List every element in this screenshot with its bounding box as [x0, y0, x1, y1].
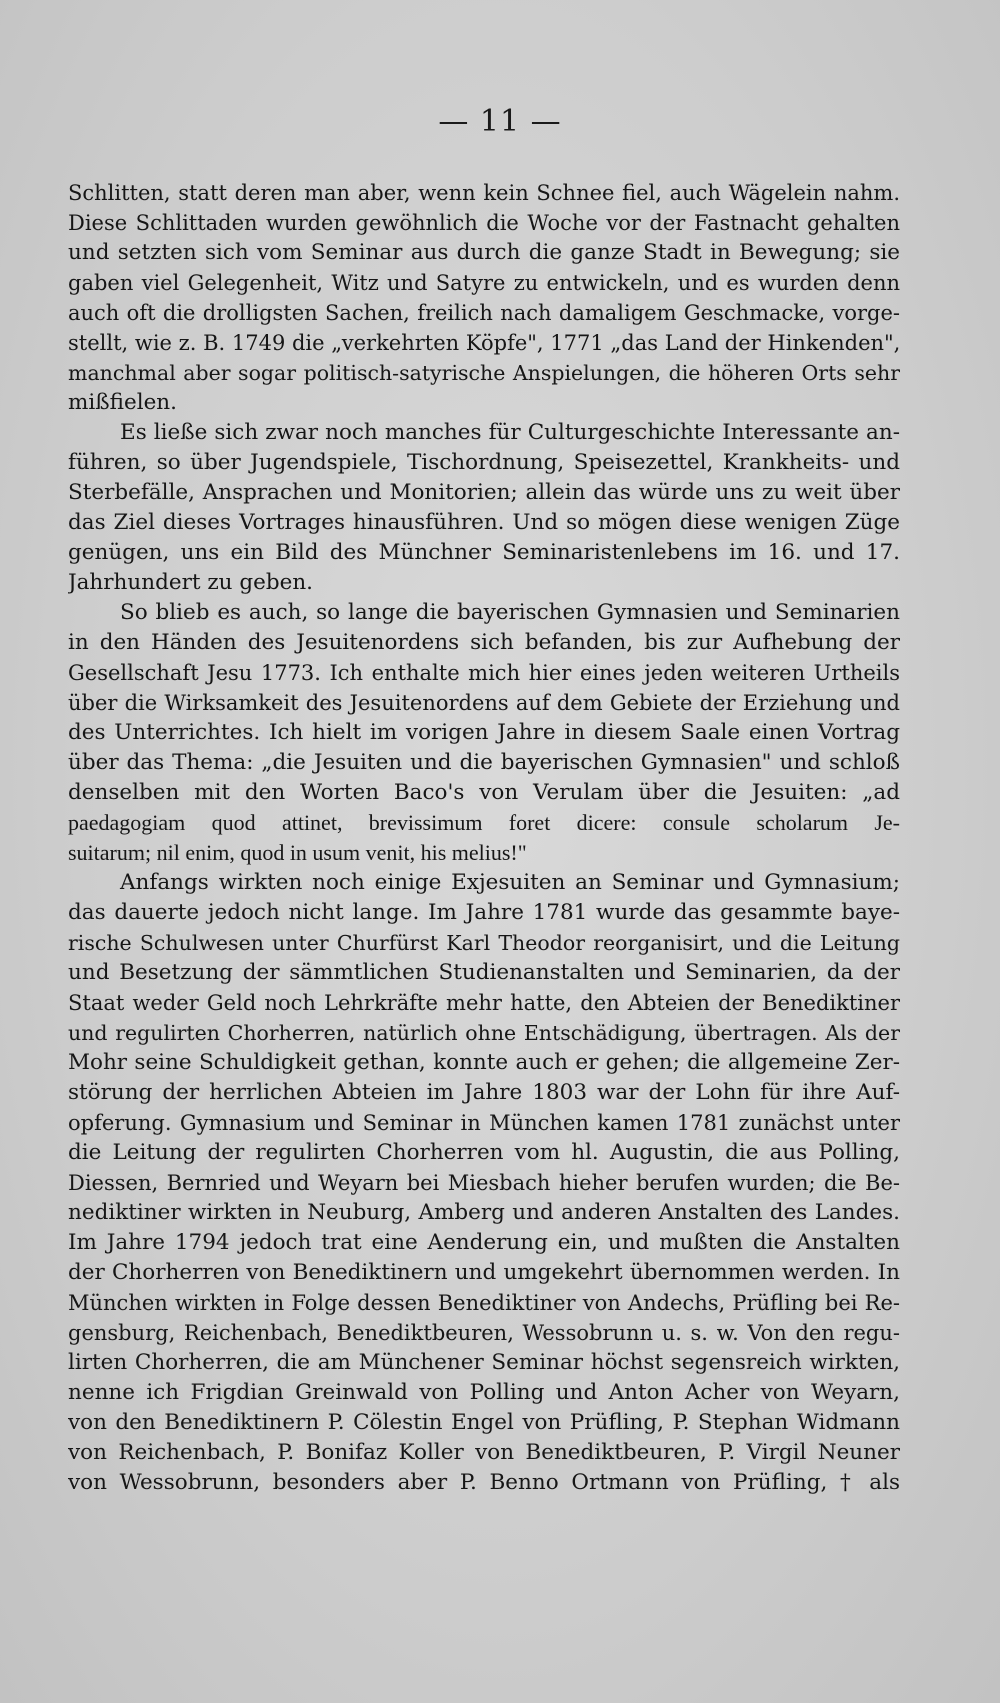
- text-line: Mohr seine Schuldigkeit gethan, konnte auch er gehen; die allgemeine Zer-: [68, 1050, 900, 1075]
- text-line: von den Benediktinern P. Cölestin Engel von Prüfling, P. Stephan Widmann: [68, 1410, 900, 1435]
- text-line: paedagogiam quod attinet, brevissimum foret dicere: consule scholarum Je-: [68, 810, 900, 835]
- text-line: Gesellschaft Jesu 1773. Ich enthalte mich hier eines jeden weiteren Urtheils: [68, 661, 900, 685]
- text-line: Im Jahre 1794 jedoch trat eine Aenderung ein, und mußten die Anstalten: [68, 1230, 900, 1255]
- text-line: über die Wirksamkeit des Jesuitenordens auf dem Gebiete der Erziehung und: [68, 691, 900, 715]
- text-line: der Chorherren von Benediktinern und umgekehrt übernommen werden. In: [68, 1260, 900, 1285]
- text-line: führen, so über Jugendspiele, Tischordnung, Speisezettel, Krankheits- und: [68, 450, 900, 475]
- text-line: suitarum; nil enim, quod in usum venit, his melius!": [68, 840, 527, 865]
- text-line: von Wessobrunn, besonders aber P. Benno Ortmann von Prüfling, † als: [68, 1470, 900, 1495]
- text-line: gaben viel Gelegenheit, Witz und Satyre zu entwickeln, und es wurden denn: [68, 271, 900, 295]
- text-line: So blieb es auch, so lange die bayerischen Gymnasien und Seminarien: [120, 600, 900, 625]
- text-line: manchmal aber sogar politisch-satyrische Anspielungen, die höheren Orts sehr: [68, 361, 900, 385]
- text-line: rische Schulwesen unter Churfürst Karl Theodor reorganisirt, und die Leitung: [68, 931, 900, 955]
- text-line: Diessen, Bernried und Weyarn bei Miesbach hieher berufen wurden; die Be-: [68, 1171, 900, 1195]
- text-line: opferung. Gymnasium und Seminar in München kamen 1781 zunächst unter: [68, 1111, 900, 1135]
- text-line: Diese Schlittaden wurden gewöhnlich die Woche vor der Fastnacht gehalten: [68, 211, 900, 235]
- text-line: das Ziel dieses Vortrages hinausführen. Und so mögen diese wenigen Züge: [68, 510, 900, 535]
- text-line: Anfangs wirkten noch einige Exjesuiten an Seminar und Gymnasium;: [120, 870, 900, 895]
- text-line: Sterbefälle, Ansprachen und Monitorien; allein das würde uns zu weit über: [68, 480, 900, 505]
- text-line: nediktiner wirkten in Neuburg, Amberg und anderen Anstalten des Landes.: [68, 1200, 900, 1225]
- text-line: lirten Chorherren, die am Münchener Seminar höchst segensreich wirkten,: [68, 1350, 900, 1375]
- text-line: auch oft die drolligsten Sachen, freilich nach damaligem Geschmacke, vorge-: [68, 301, 900, 325]
- text-line: störung der herrlichen Abteien im Jahre 1803 war der Lohn für ihre Auf-: [68, 1080, 900, 1105]
- text-line: Es ließe sich zwar noch manches für Culturgeschichte Interessante an-: [120, 420, 900, 445]
- text-line: denselben mit den Worten Baco's von Verulam über die Jesuiten: „ad: [68, 780, 900, 805]
- text-line: München wirkten in Folge dessen Benediktiner von Andechs, Prüfling bei Re-: [68, 1291, 900, 1315]
- text-line: mißfielen.: [68, 390, 177, 415]
- text-line: über das Thema: „die Jesuiten und die bayerischen Gymnasien" und schloß: [68, 750, 900, 775]
- text-line: die Leitung der regulirten Chorherren vom hl. Augustin, die aus Polling,: [68, 1140, 900, 1165]
- text-line: Jahrhundert zu geben.: [68, 570, 314, 595]
- body-text: [68, 178, 900, 1498]
- text-line: gensburg, Reichenbach, Benediktbeuren, Wessobrunn u. s. w. Von den regu-: [68, 1321, 900, 1345]
- text-line: stellt, wie z. B. 1749 die „verkehrten Köpfe", 1771 „das Land der Hinkenden",: [68, 331, 900, 355]
- text-line: das dauerte jedoch nicht lange. Im Jahre 1781 wurde das gesammte baye-: [68, 900, 900, 925]
- text-line: Staat weder Geld noch Lehrkräfte mehr hatte, den Abteien der Benediktiner: [68, 991, 900, 1015]
- text-line: und regulirten Chorherren, natürlich ohne Entschädigung, übertragen. Als der: [68, 1021, 900, 1045]
- text-line: von Reichenbach, P. Bonifaz Koller von Benediktbeuren, P. Virgil Neuner: [68, 1440, 900, 1465]
- text-line: und setzten sich vom Seminar aus durch die ganze Stadt in Bewegung; sie: [68, 240, 900, 265]
- text-line: des Unterrichtes. Ich hielt im vorigen Jahre in diesem Saale einen Vortrag: [68, 720, 900, 745]
- text-line: Schlitten, statt deren man aber, wenn kein Schnee fiel, auch Wägelein nahm.: [68, 181, 900, 205]
- page-number: — 11 —: [438, 104, 562, 139]
- text-line: und Besetzung der sämmtlichen Studienanstalten und Seminarien, da der: [68, 960, 900, 985]
- text-line: in den Händen des Jesuitenordens sich befanden, bis zur Aufhebung der: [68, 630, 900, 655]
- text-line: nenne ich Frigdian Greinwald von Polling und Anton Acher von Weyarn,: [68, 1380, 900, 1405]
- text-line: genügen, uns ein Bild des Münchner Seminaristenlebens im 16. und 17.: [68, 540, 900, 565]
